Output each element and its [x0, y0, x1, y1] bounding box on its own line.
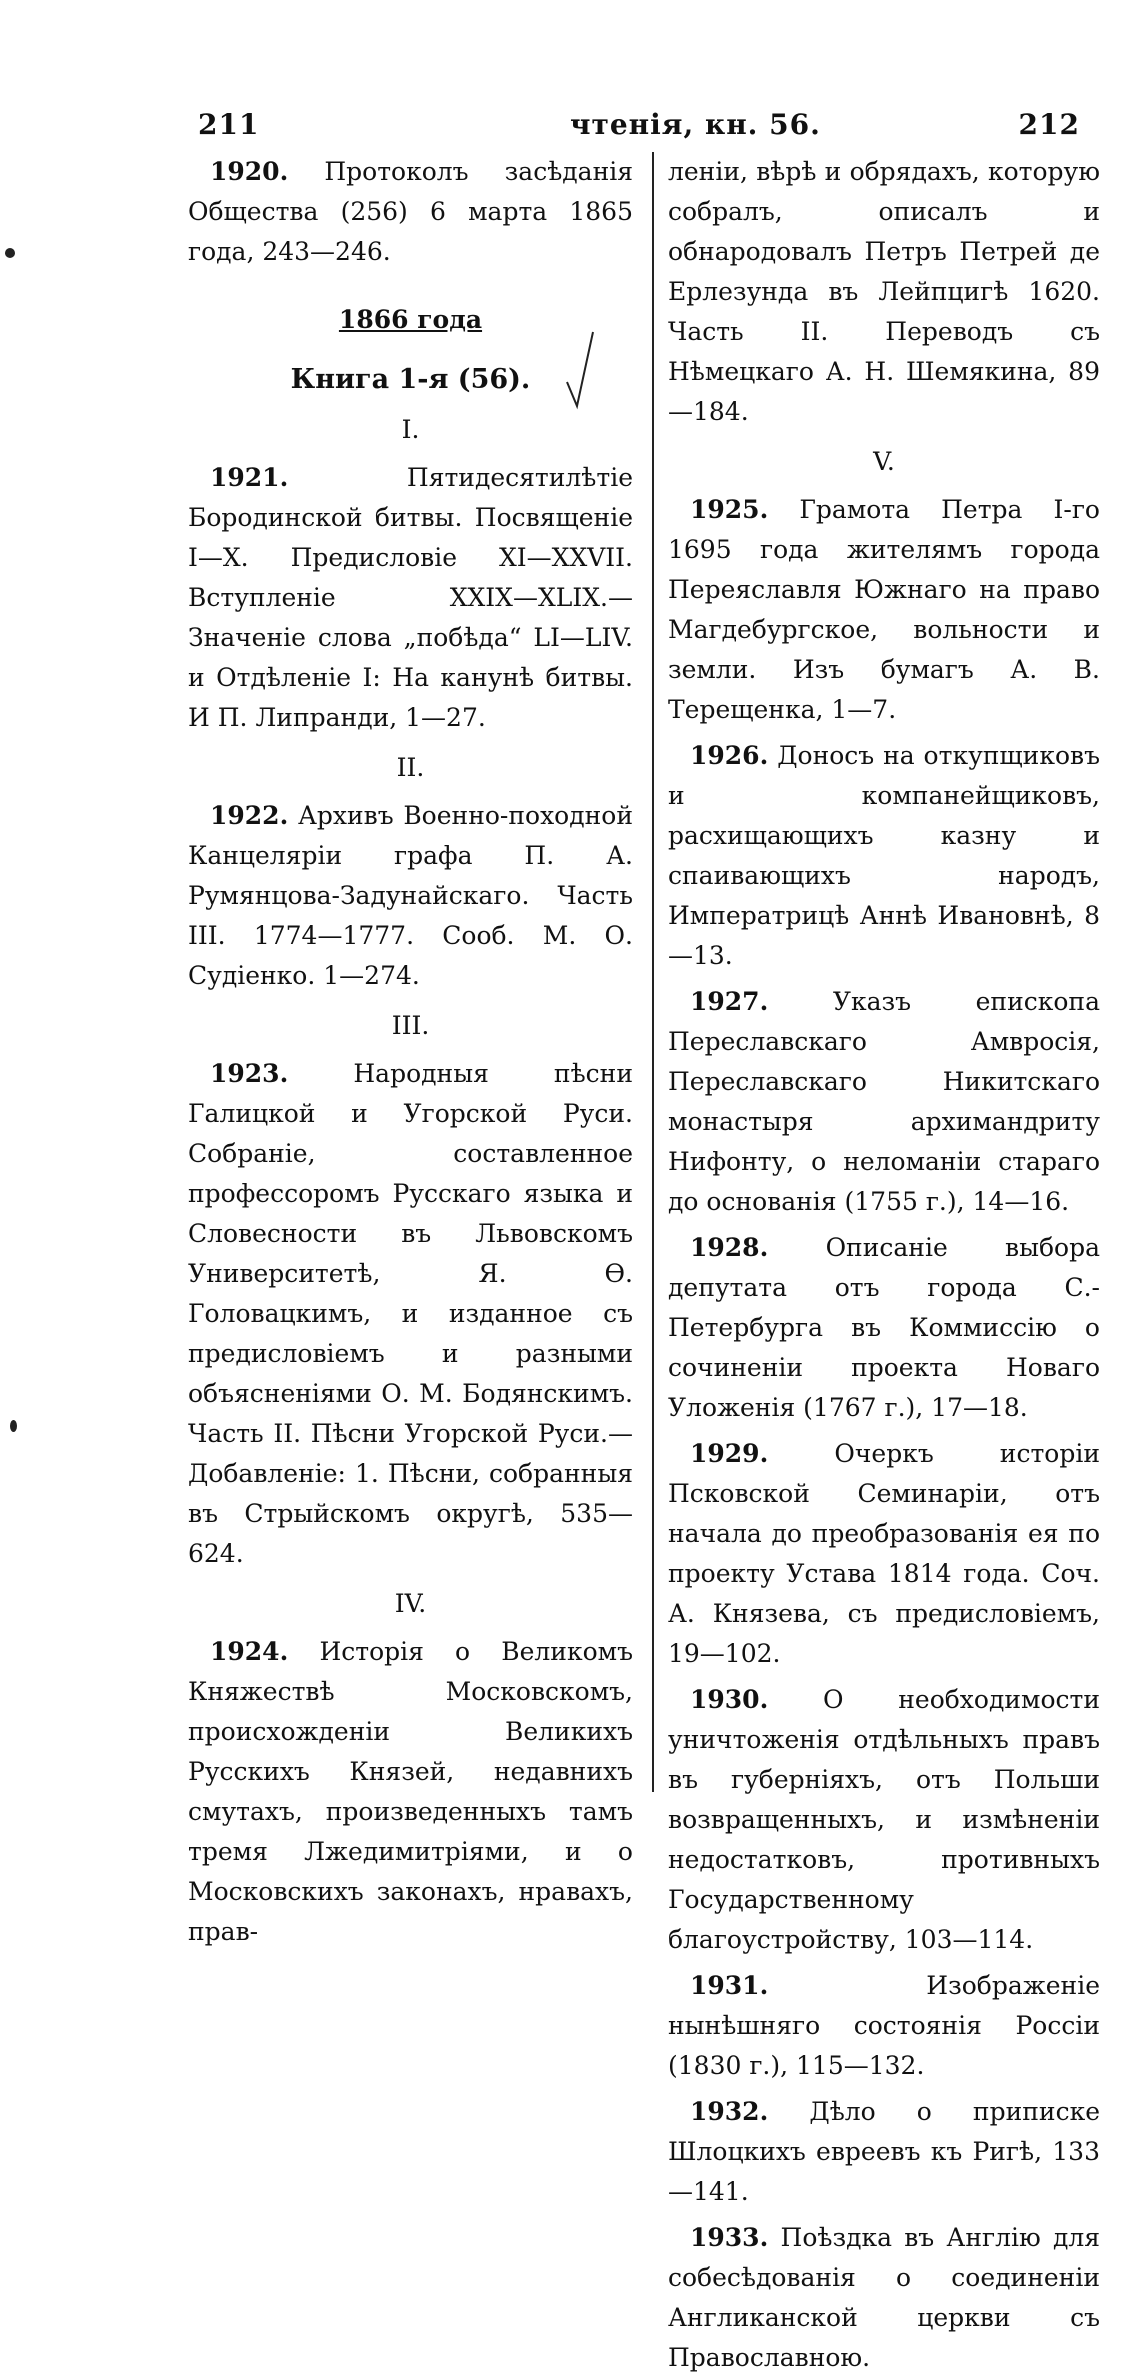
entry-1929 [668, 1434, 1100, 1674]
entry-number: 1930. [690, 1685, 769, 1714]
margin-dot [10, 1420, 17, 1432]
entry-text: Исторія о Великомъ Княжествѣ Московскомъ, происхожденіи Великихъ Русскихъ Князей, недавнихъ смутахъ, произведенныхъ тамъ тремя Лжедимитріями, и о Московскихъ законахъ, нравахъ, прав- [188, 1637, 633, 1946]
entry-number: 1922. [210, 801, 289, 830]
running-head [190, 108, 1080, 148]
entry-1925 [668, 490, 1100, 730]
entry-1924-continued: леніи, вѣрѣ и обрядахъ, которую собралъ, описалъ и обнародовалъ Петръ Петрей де Ерлезунда въ Лейпцигѣ 1620. Часть II. Переводъ съ Нѣмецкаго А. Н. Шемякина, 89—184. [668, 157, 1100, 426]
entry-text: Грамота Петра I-го 1695 года жителямъ города Переяславля Южнаго на право Магдебургское, вольности и земли. Изъ бумагъ А. В. Терещенка, 1—7. [668, 495, 1100, 724]
journal-title: чтенія, кн. 56. [570, 108, 821, 141]
entry-text: О необходимости уничтоженія отдѣльныхъ правъ въ губерніяхъ, отъ Польши возвращенныхъ, и измѣненіи недостатковъ, противныхъ Государственному благоустройству, 103—114. [668, 1685, 1101, 1954]
entry-1921 [188, 458, 633, 738]
entry-number: 1920. [210, 157, 289, 186]
entry-1931 [668, 1966, 1100, 2086]
entry-1926 [668, 736, 1100, 976]
entry-text: Поѣздка въ Англію для собесѣдованія о соединеніи Англиканской церкви съ Православною. [668, 2223, 1100, 2372]
entry-1923 [188, 1054, 633, 1574]
entry-number: 1925. [690, 495, 769, 524]
section-heading: IV. [394, 1589, 427, 1618]
column-divider [652, 152, 654, 1792]
entry-number: 1932. [690, 2097, 769, 2126]
entry-text: Изображеніе нынѣшняго состоянія Россіи (1830 г.), 115—132. [668, 1971, 1100, 2080]
year-heading: 1866 года [338, 305, 483, 334]
entry-text: Дѣло о приписке Шлоцкихъ евреевъ къ Ригѣ, 133—141. [668, 2097, 1100, 2206]
book-heading: Книга 1-я (56). [290, 364, 531, 395]
entry-number: 1931. [690, 1971, 769, 2000]
entry-text: Доносъ на откупщиковъ и компанейщиковъ, расхищающихъ казну и спаивающихъ народъ, Императрицѣ Аннѣ Ивановнѣ, 8—13. [668, 741, 1100, 970]
page-number-right: 212 [1018, 108, 1080, 141]
margin-dot [5, 248, 15, 258]
entry-number: 1933. [690, 2223, 769, 2252]
entry-1922 [188, 796, 633, 996]
entry-1933 [668, 2218, 1100, 2378]
entry-number: 1928. [690, 1233, 769, 1262]
section-heading: III. [391, 1011, 430, 1040]
entry-1924 [188, 1632, 633, 1952]
entry-1927 [668, 982, 1100, 1222]
entry-1930 [668, 1680, 1100, 1960]
entry-number: 1926. [690, 741, 769, 770]
section-heading: I. [401, 415, 420, 444]
entry-number: 1923. [210, 1059, 289, 1088]
entry-text: Протоколъ засѣданія Общества (256) 6 марта 1865 года, 243—246. [188, 157, 633, 266]
section-heading: II. [396, 753, 425, 782]
entry-number: 1927. [690, 987, 769, 1016]
entry-text: Архивъ Военно-походной Канцеляріи графа П. А. Румянцова-Задунайскаго. Часть III. 1774—1777. Сооб. М. О. Судіенко. 1—274. [188, 801, 633, 990]
entry-1920 [188, 152, 633, 272]
entry-text: Указъ епископа Переславскаго Амвросія, Переславскаго Никитскаго монастыря архимандриту Нифонту, о неломаніи стараго до основанія (1755 г.), 14—16. [668, 987, 1101, 1216]
page-number-left: 211 [198, 108, 260, 141]
entry-number: 1924. [210, 1637, 289, 1666]
entry-number: 1929. [690, 1439, 769, 1468]
section-heading: V. [873, 447, 895, 476]
left-column [188, 152, 633, 1946]
entry-text: Очеркъ исторіи Псковской Семинаріи, отъ начала до преобразованія ея по проекту Устава 1814 года. Соч. А. Князева, съ предисловіемъ, 19—102. [668, 1439, 1100, 1668]
entry-number: 1921. [210, 463, 289, 492]
entry-text: Описаніе выбора депутата отъ города С.-Петербурга въ Коммиссію о сочиненіи проекта Новаго Уложенія (1767 г.), 17—18. [668, 1233, 1100, 1422]
entry-text: Народныя пѣсни Галицкой и Угорской Руси. Собраніе, составленное профессоромъ Русскаго языка и Словесности въ Львовскомъ Университетѣ, Я. Ѳ. Головацкимъ, и изданное съ предисловіемъ и разными объясненіями О. М. Бодянскимъ. Часть II. Пѣсни Угорской Руси.—Добавленіе: 1. Пѣсни, собранныя въ Стрыйскомъ округѣ, 535—624. [188, 1059, 633, 1568]
entry-1932 [668, 2092, 1100, 2212]
entry-text: Пятидесятилѣтіе Бородинской битвы. Посвященіе I—X. Предисловіе XI—XXVII. Вступленіе XXIX—XLIX.—Значеніе слова „побѣда“ LI—LIV. и Отдѣленіе I: На канунѣ битвы. И П. Липранди, 1—27. [188, 463, 633, 732]
entry-1928 [668, 1228, 1100, 1428]
right-column [668, 152, 1101, 2372]
